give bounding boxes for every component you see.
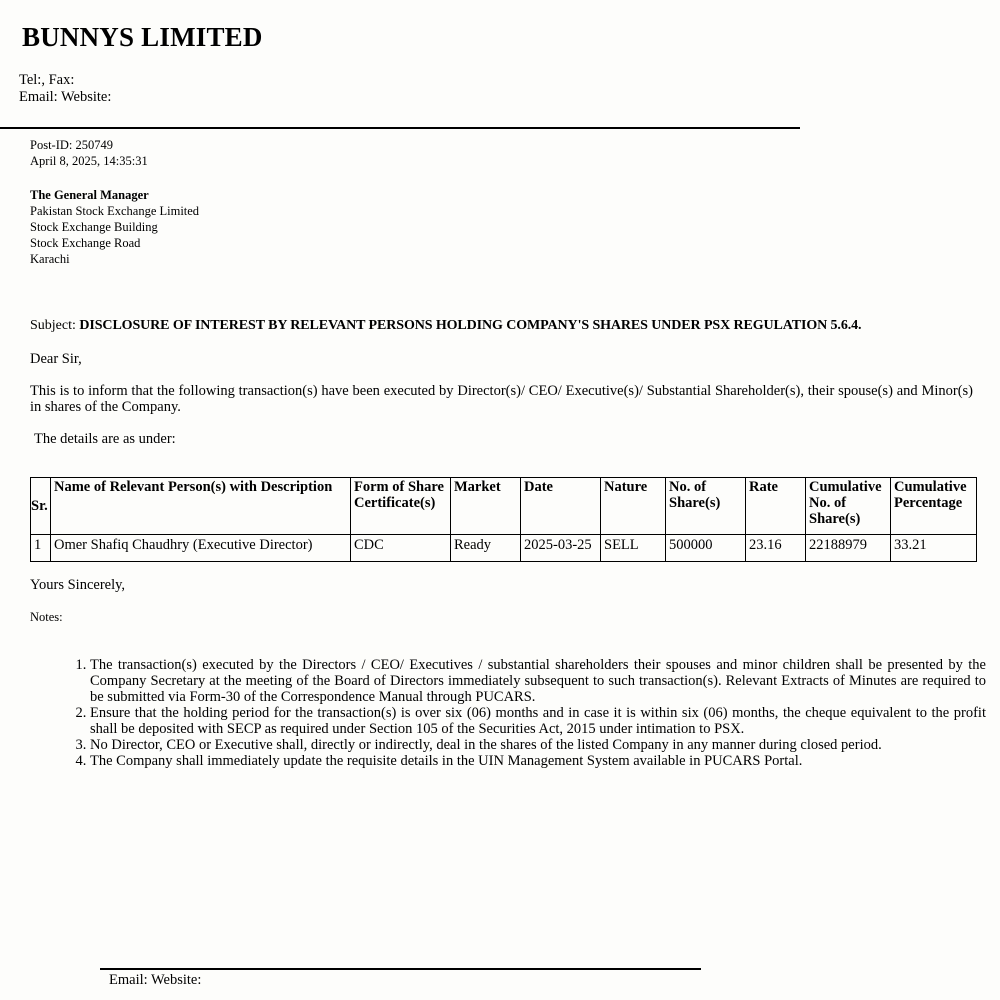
col-header-nature: Nature bbox=[601, 478, 666, 535]
cell-form: CDC bbox=[351, 535, 451, 562]
recipient-line: Stock Exchange Building bbox=[30, 220, 158, 234]
col-header-shares: No. of Share(s) bbox=[666, 478, 746, 535]
col-header-date: Date bbox=[521, 478, 601, 535]
cell-name: Omer Shafiq Chaudhry (Executive Director) bbox=[51, 535, 351, 562]
subject-text: DISCLOSURE OF INTEREST BY RELEVANT PERSONS HOLDING COMPANY'S SHARES UNDER PSX REGULATION 5.6.4. bbox=[79, 318, 862, 333]
recipient-line: Karachi bbox=[30, 252, 70, 266]
contact-email-website: Email: Website: bbox=[19, 89, 112, 105]
recipient-line: Pakistan Stock Exchange Limited bbox=[30, 204, 200, 218]
cell-date: 2025-03-25 bbox=[521, 535, 601, 562]
note-item: 3. No Director, CEO or Executive shall, directly or indirectly, deal in the shares of the listed Company in any manner during closed period. bbox=[90, 737, 986, 753]
col-header-name: Name of Relevant Person(s) with Description bbox=[51, 478, 351, 535]
post-datetime: April 8, 2025, 14:35:31 bbox=[30, 154, 148, 168]
closing: Yours Sincerely, bbox=[30, 577, 126, 593]
cell-cumulative-shares: 22188979 bbox=[806, 535, 891, 562]
table-header-row bbox=[31, 478, 977, 535]
salutation: Dear Sir, bbox=[30, 351, 82, 367]
cell-shares: 500000 bbox=[666, 535, 746, 562]
details-intro: The details are as under: bbox=[34, 431, 176, 447]
cell-nature: SELL bbox=[601, 535, 666, 562]
col-header-cumulative-shares: Cumulative No. of Share(s) bbox=[806, 478, 891, 535]
header-divider bbox=[0, 127, 800, 129]
transaction-table bbox=[30, 477, 977, 562]
recipient-title: The General Manager bbox=[30, 188, 149, 202]
note-item: 1. The transaction(s) executed by the Directors / CEO/ Executives / substantial shareholders their spouses and minor children shall be presented by the Company Secretary at the meeting of the Board of Directors immediately subsequent to such transaction(s). Relevant Extracts of Minutes are required to be submitted via Form-30 of the Correspondence Manual through PUCARS. bbox=[90, 657, 986, 705]
subject-line bbox=[30, 318, 861, 334]
contact-tel-fax: Tel:, Fax: bbox=[19, 72, 75, 88]
note-item: 2. Ensure that the holding period for the transaction(s) is over six (06) months and in case it is within six (06) months, the cheque equivalent to the profit shall be deposited with SECP as required under Section 105 of the Securities Act, 2015 under intimation to PSX. bbox=[90, 705, 986, 737]
col-header-cumulative-percentage: Cumulative Percentage bbox=[891, 478, 977, 535]
note-item: 4. The Company shall immediately update the requisite details in the UIN Management System available in PUCARS Portal. bbox=[90, 753, 986, 769]
footer-contact: Email: Website: bbox=[109, 972, 202, 988]
post-id: Post-ID: 250749 bbox=[30, 138, 113, 152]
col-header-rate: Rate bbox=[746, 478, 806, 535]
company-name: BUNNYS LIMITED bbox=[22, 22, 263, 52]
col-header-market: Market bbox=[451, 478, 521, 535]
col-header-form: Form of Share Certificate(s) bbox=[351, 478, 451, 535]
subject-label: Subject: bbox=[30, 318, 76, 333]
cell-rate: 23.16 bbox=[746, 535, 806, 562]
recipient-line: Stock Exchange Road bbox=[30, 236, 141, 250]
notes-list bbox=[90, 657, 986, 769]
table-row bbox=[31, 535, 977, 562]
col-header-sr: Sr. bbox=[31, 478, 51, 535]
cell-cumulative-percentage: 33.21 bbox=[891, 535, 977, 562]
cell-market: Ready bbox=[451, 535, 521, 562]
notes-label: Notes: bbox=[30, 610, 63, 624]
cell-sr: 1 bbox=[31, 535, 51, 562]
body-paragraph: This is to inform that the following transaction(s) have been executed by Director(s)/ CEO/ Executive(s)/ Substantial Shareholder(s), their spouse(s) and Minor(s) in shares of the Company. bbox=[30, 383, 973, 415]
footer-divider bbox=[100, 968, 701, 970]
